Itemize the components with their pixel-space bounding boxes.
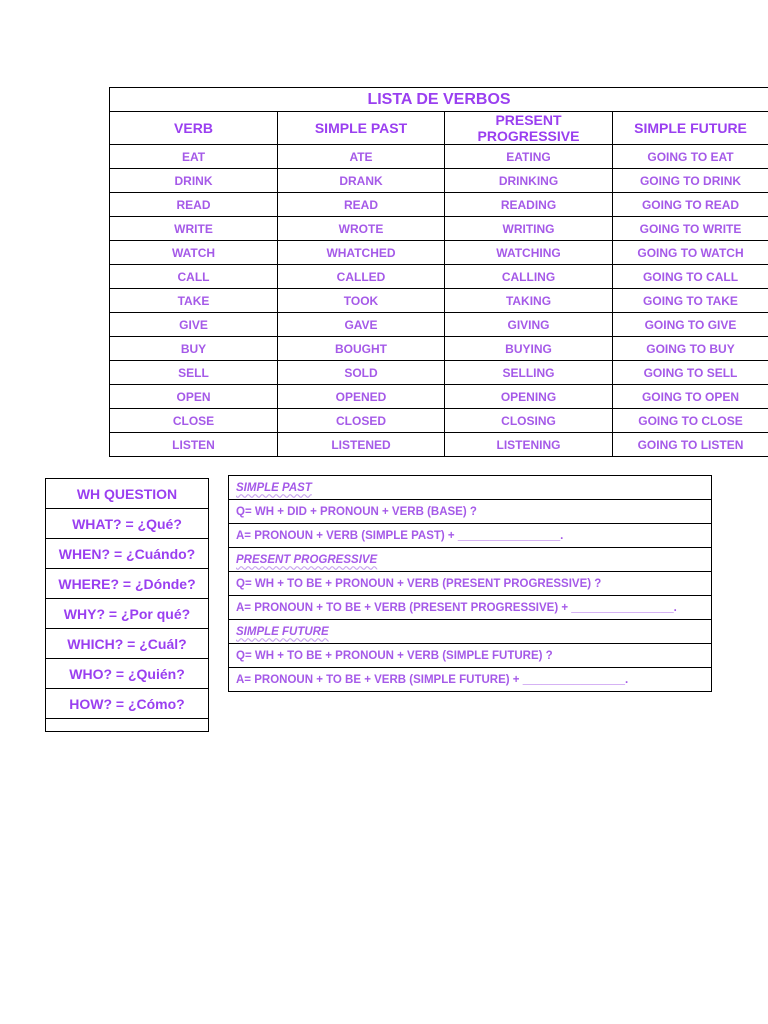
verb-table-cell: GOING TO WATCH [613,241,768,265]
wh-question-row [46,569,209,599]
wh-question-row [46,599,209,629]
formula-heading-row [229,476,712,500]
formula-text: A= PRONOUN + TO BE + VERB (SIMPLE FUTURE) + ________________. [229,668,712,692]
verb-table-cell: LISTENING [445,433,613,457]
verb-table-cell: CALL [110,265,278,289]
verb-table-cell: SELLING [445,361,613,385]
verb-table-row [110,241,768,265]
verb-table-cell: GOING TO LISTEN [613,433,768,457]
verb-table-cell: WROTE [278,217,445,241]
verb-table-cell: GOING TO BUY [613,337,768,361]
verb-table-cell: BUYING [445,337,613,361]
formula-row [229,596,712,620]
verb-table-cell: CLOSE [110,409,278,433]
verb-table-header-cell: VERB [110,112,278,145]
verb-table-row [110,409,768,433]
formula-text: Q= WH + TO BE + PRONOUN + VERB (PRESENT PROGRESSIVE) ? [229,572,712,596]
verb-table-cell: WRITING [445,217,613,241]
formula-text: Q= WH + DID + PRONOUN + VERB (BASE) ? [229,500,712,524]
verb-table-row [110,193,768,217]
verb-table-cell: OPENING [445,385,613,409]
wh-question-item: WHERE? = ¿Dónde? [46,569,209,599]
verb-table-row [110,385,768,409]
formula-text: A= PRONOUN + VERB (SIMPLE PAST) + ________________. [229,524,712,548]
wh-question-spacer-row [46,719,209,732]
formula-heading: SIMPLE FUTURE [229,620,712,644]
verb-table-cell: GOING TO DRINK [613,169,768,193]
wh-question-item: WHICH? = ¿Cuál? [46,629,209,659]
wh-question-item: WHAT? = ¿Qué? [46,509,209,539]
verb-table-cell: GIVING [445,313,613,337]
verb-table-cell: OPEN [110,385,278,409]
verb-table-cell: CLOSED [278,409,445,433]
verb-table-row [110,433,768,457]
verb-table-cell: GOING TO CLOSE [613,409,768,433]
verb-table-row [110,217,768,241]
wh-question-row [46,659,209,689]
formula-row [229,500,712,524]
verb-table-header-cell: SIMPLE FUTURE [613,112,768,145]
verb-table-row [110,361,768,385]
verb-table-cell: GOING TO TAKE [613,289,768,313]
verb-table-cell: EAT [110,145,278,169]
verb-table-cell: GIVE [110,313,278,337]
verb-table-cell: CLOSING [445,409,613,433]
verb-table-cell: CALLING [445,265,613,289]
verb-table-cell: WHATCHED [278,241,445,265]
verb-table-cell: READ [278,193,445,217]
formula-row [229,524,712,548]
formula-text: Q= WH + TO BE + PRONOUN + VERB (SIMPLE FUTURE) ? [229,644,712,668]
verb-table-cell: GAVE [278,313,445,337]
formula-text: A= PRONOUN + TO BE + VERB (PRESENT PROGRESSIVE) + ________________. [229,596,712,620]
verb-table-header-cell: PRESENT PROGRESSIVE [445,112,613,145]
verb-table-cell: CALLED [278,265,445,289]
verb-table-row [110,169,768,193]
verb-table-cell: BOUGHT [278,337,445,361]
verb-table-cell: WATCH [110,241,278,265]
wh-question-row [46,509,209,539]
verb-table-row [110,313,768,337]
verb-table-cell: DRINK [110,169,278,193]
verb-table-row [110,289,768,313]
verb-table-cell: LISTEN [110,433,278,457]
verb-table-cell: GOING TO READ [613,193,768,217]
verb-table [109,87,768,457]
verb-table-cell: GOING TO EAT [613,145,768,169]
verb-table-cell: SELL [110,361,278,385]
verb-table-title: LISTA DE VERBOS [110,88,768,112]
formula-row [229,668,712,692]
wh-question-item: WHEN? = ¿Cuándo? [46,539,209,569]
wh-question-spacer-cell [46,719,209,732]
wh-question-title: WH QUESTION [46,479,209,509]
verb-table-cell: DRANK [278,169,445,193]
verb-table-cell: READ [110,193,278,217]
verb-table-cell: LISTENED [278,433,445,457]
verb-table-row [110,265,768,289]
wh-question-table [45,478,209,732]
formula-heading: PRESENT PROGRESSIVE [229,548,712,572]
verb-table-row [110,337,768,361]
verb-table-cell: EATING [445,145,613,169]
verb-table-cell: GOING TO SELL [613,361,768,385]
verb-table-header-row [110,112,768,145]
formula-row [229,572,712,596]
formula-heading-row [229,620,712,644]
wh-question-row [46,629,209,659]
formula-table [228,475,712,692]
formula-heading: SIMPLE PAST [229,476,712,500]
verb-table-cell: READING [445,193,613,217]
wh-question-item: WHO? = ¿Quién? [46,659,209,689]
verb-table-cell: GOING TO OPEN [613,385,768,409]
wh-question-item: WHY? = ¿Por qué? [46,599,209,629]
verb-table-cell: WATCHING [445,241,613,265]
wh-question-row [46,539,209,569]
verb-table-row [110,145,768,169]
verb-table-cell: TOOK [278,289,445,313]
formula-heading-row [229,548,712,572]
verb-table-cell: BUY [110,337,278,361]
verb-table-cell: SOLD [278,361,445,385]
verb-table-cell: OPENED [278,385,445,409]
verb-table-cell: TAKING [445,289,613,313]
verb-table-header-cell: SIMPLE PAST [278,112,445,145]
verb-table-cell: GOING TO GIVE [613,313,768,337]
verb-table-cell: WRITE [110,217,278,241]
formula-row [229,644,712,668]
wh-question-row [46,689,209,719]
verb-table-cell: GOING TO WRITE [613,217,768,241]
verb-table-cell: DRINKING [445,169,613,193]
verb-table-cell: GOING TO CALL [613,265,768,289]
wh-question-item: HOW? = ¿Cómo? [46,689,209,719]
verb-table-cell: TAKE [110,289,278,313]
verb-table-cell: ATE [278,145,445,169]
